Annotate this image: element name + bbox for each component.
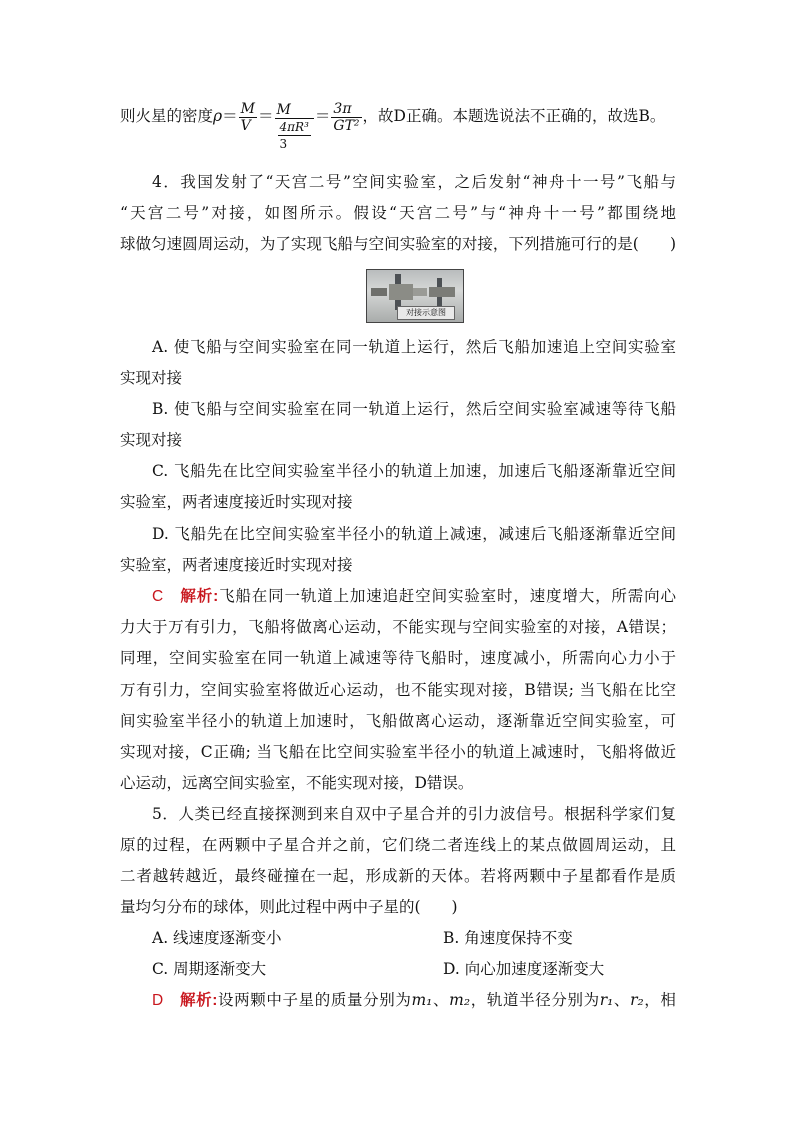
q5-option-b: B. 角速度保持不变: [443, 929, 573, 947]
q4-analysis-text: 飞船在同一轨道上加速追赶空间实验室时，速度增大，所需向心: [218, 587, 676, 605]
q5-line-4: 量均匀分布的球体，则此过程中两中子星的( ): [120, 898, 458, 916]
rho-symbol: ρ: [213, 107, 223, 125]
mass-m1: m₁: [411, 991, 433, 1009]
q4-option-d-line-1: D. 飞船先在比空间实验室半径小的轨道上减速，减速后飞船逐渐靠近空间: [152, 525, 676, 543]
formula-prefix: 则火星的密度: [120, 107, 214, 125]
q4-option-c-line-2: 实验室，两者速度接近时实现对接: [120, 493, 353, 511]
q5-option-c: C. 周期逐渐变大: [152, 960, 267, 978]
q4-line-3: 球做匀速圆周运动，为了实现飞船与空间实验室的对接，下列措施可行的是( ): [120, 235, 676, 253]
fraction-m-over-volume: [275, 102, 314, 152]
q5-analysis-line-1: [152, 990, 676, 1011]
q5-line-3: 二者越转越近，最终碰撞在一起，形成新的天体。若将两颗中子星都看作是质: [120, 867, 676, 885]
fraction-numerator: 4πR³: [279, 119, 309, 134]
radius-r1: r₁: [599, 991, 614, 1009]
q4-analysis-label: 解析:: [180, 588, 219, 605]
q5-analysis-text-3: ，相: [643, 991, 676, 1009]
fraction-numerator: 3π: [331, 101, 361, 118]
fraction-denominator: GT²: [333, 117, 360, 134]
q4-option-a-line-2: 实现对接: [120, 369, 183, 387]
q5-line-1: 5．人类已经直接探测到来自双中子星合并的引力波信号。根据科学家们复: [152, 805, 676, 823]
q5-option-d: D. 向心加速度逐渐变大: [443, 960, 605, 978]
q5-answer: D: [152, 992, 164, 1009]
q5-line-2: 原的过程，在两颗中子星合并之前，它们绕二者连线上的某点做圆周运动，且: [120, 836, 676, 854]
q4-analysis-line-4: 万有引力，空间实验室将做近心运动，也不能实现对接，B错误; 当飞船在比空: [120, 681, 676, 699]
q4-analysis-line-5: 间实验室半径小的轨道上加速时，飞船做离心运动，逐渐靠近空间实验室，可: [120, 712, 676, 730]
q4-option-d-line-2: 实验室，两者速度接近时实现对接: [120, 556, 353, 574]
q4-answer: C: [152, 588, 164, 605]
fraction-result: [331, 101, 361, 134]
q5-analysis-text-2: ，轨道半径分别为: [470, 991, 600, 1009]
q5-option-a: A. 线速度逐渐变小: [152, 929, 282, 947]
q4-option-b-line-2: 实现对接: [120, 431, 183, 449]
fraction-denominator: [275, 119, 314, 152]
equals-sign: ＝: [314, 107, 331, 125]
mass-m2: m₂: [449, 991, 471, 1009]
radius-r2: r₂: [630, 991, 644, 1009]
q5-analysis-text: 设两颗中子星的质量分别为: [217, 991, 412, 1009]
nested-fraction: [278, 119, 311, 152]
density-formula-line: [120, 96, 676, 156]
equals-sign: ＝: [258, 107, 274, 125]
docking-diagram-image: [366, 269, 464, 323]
q4-analysis-line-6: 实现对接，C正确; 当飞船在比空间实验室半径小的轨道上减速时，飞船将做近: [120, 743, 676, 761]
q4-analysis-line-3: 同理，空间实验室在同一轨道上减速等待飞船时，速度减小，所需向心力小于: [120, 649, 676, 667]
q4-analysis-line-1: [152, 586, 676, 607]
q4-option-b-line-1: B. 使飞船与空间实验室在同一轨道上运行，然后空间实验室减速等待飞船: [152, 400, 676, 418]
fraction-denominator: V: [240, 117, 251, 134]
q4-option-a-line-1: A. 使飞船与空间实验室在同一轨道上运行，然后飞船加速追上空间实验室: [152, 338, 676, 356]
fraction-m-over-v: [239, 101, 257, 134]
fraction-numerator: M: [240, 100, 255, 117]
q4-analysis-line-2: 力大于万有引力，飞船将做离心运动，不能实现与空间实验室的对接，A错误；: [120, 618, 676, 636]
fraction-numerator: M: [275, 102, 314, 119]
fraction-denominator: 3: [279, 136, 288, 151]
q4-analysis-line-7: 心运动，远离空间实验室，不能实现对接，D错误。: [120, 774, 474, 792]
q4-option-c-line-1: C. 飞船先在比空间实验室半径小的轨道上加速，加速后飞船逐渐靠近空间: [152, 462, 676, 480]
q4-line-1: 4．我国发射了“天宫二号”空间实验室，之后发射“神舟十一号”飞船与: [152, 173, 676, 191]
figure-caption: 对接示意图: [397, 306, 455, 320]
separator: 、: [432, 991, 450, 1009]
q5-analysis-label: 解析:: [179, 992, 218, 1009]
equals-sign: ＝: [222, 107, 238, 125]
q4-line-2: “天宫二号”对接，如图所示。假设“天宫二号”与“神舟十一号”都围绕地: [120, 204, 676, 222]
formula-suffix: ，故D正确。本题选说法不正确的，故选B。: [362, 107, 666, 125]
separator: 、: [613, 991, 631, 1009]
